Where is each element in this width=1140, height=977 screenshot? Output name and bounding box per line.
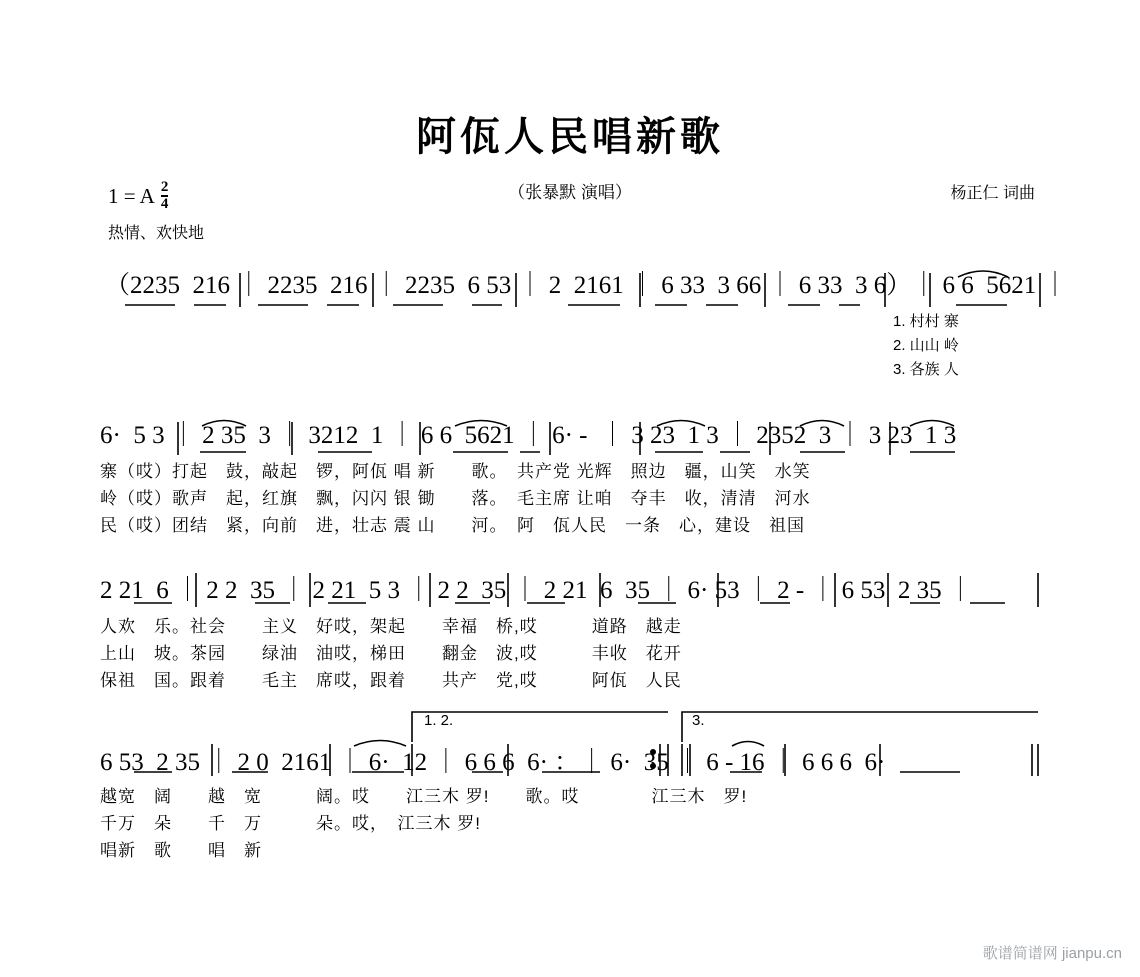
- system-3-notes: 2 21 6 ｜ 2 2 35 ｜ 2 21 5 3 ｜ 2 2 35 ｜ 2 21 6 35 ｜ 6· 53 ｜ 2 - ｜ 6 53 2 35 ｜: [100, 577, 973, 604]
- system-4-ending-2: 3.: [692, 712, 705, 729]
- system-1-verse-2: 2. 山山 岭: [893, 337, 959, 354]
- system-4-lyric-3: 唱新 歌 唱 新: [100, 841, 262, 860]
- system-1-notes: （2235 216 ｜ 2235 216 ｜ 2235 6 53 ｜ 2 2161 ｜ 6 33 3 66 ｜ 6 33 3 6）｜ 6 6 5621 ｜: [105, 272, 1068, 299]
- system-1-verse-1: 1. 村村 寨: [893, 313, 959, 330]
- meter-denominator: 4: [160, 196, 169, 212]
- page-title: 阿佤人民唱新歌: [416, 113, 724, 160]
- system-4-notes: 6 53 2 35 ｜ 2 0 2161 ｜ 6· 12 ｜ 6 6 6 6· ：｜ 6· 35 ｜ 6 - 16 ｜ 6 6 6 6·: [100, 749, 886, 776]
- system-1-verse-3: 3. 各族 人: [893, 361, 959, 378]
- system-2-lyric-3: 民（哎）团结 紧，向前 进，壮志 震 山 河。 阿 佤人民 一条 心，建设 祖国: [100, 516, 805, 535]
- meter-numerator: 2: [160, 179, 169, 195]
- system-4-lyric-2: 千万 朵 千 万 朵。哎， 江三木 罗!: [100, 814, 481, 833]
- system-2-lyric-1: 寨（哎）打起 鼓，敲起 锣，阿佤 唱 新 歌。 共产党 光辉 照边 疆，山笑 水笑: [100, 462, 811, 481]
- system-3-lyric-3: 保祖 国。跟着 毛主 席哎，跟着 共产 党,哎 阿佤 人民: [100, 671, 682, 690]
- system-4-lyric-1: 越宽 阔 越 宽 阔。哎 江三木 罗! 歌。哎 江三木 罗!: [100, 787, 748, 806]
- system-3-lyric-1: 人欢 乐。社会 主义 好哎，架起 幸福 桥,哎 道路 越走: [100, 617, 682, 636]
- performer-credit: （张暴默 演唱）: [508, 183, 632, 202]
- system-4-ending-1: 1. 2.: [424, 712, 454, 729]
- site-watermark: 歌谱简谱网 jianpu.cn: [982, 945, 1122, 962]
- system-3-lyric-2: 上山 坡。茶园 绿油 油哎，梯田 翻金 波,哎 丰收 花开: [100, 644, 682, 663]
- tempo-marking: 热情、欢快地: [108, 225, 205, 242]
- system-2-lyric-2: 岭（哎）歌声 起，红旗 飘，闪闪 银 锄 落。 毛主席 让咱 夺丰 收，清清 河水: [100, 489, 811, 508]
- system-2-notes: 6· 5 3 ｜ 2 35 3 ｜ 3212 1 ｜ 6 6 5621 ｜ 6· - ｜ 3 23 1 3 ｜ 2352 3 ｜ 3 23 1 3: [100, 422, 957, 449]
- key-text: 1 = A: [108, 183, 155, 208]
- key-signature: [108, 180, 168, 212]
- time-signature: [161, 180, 169, 212]
- composer-credit: 杨正仁 词曲: [950, 185, 1035, 202]
